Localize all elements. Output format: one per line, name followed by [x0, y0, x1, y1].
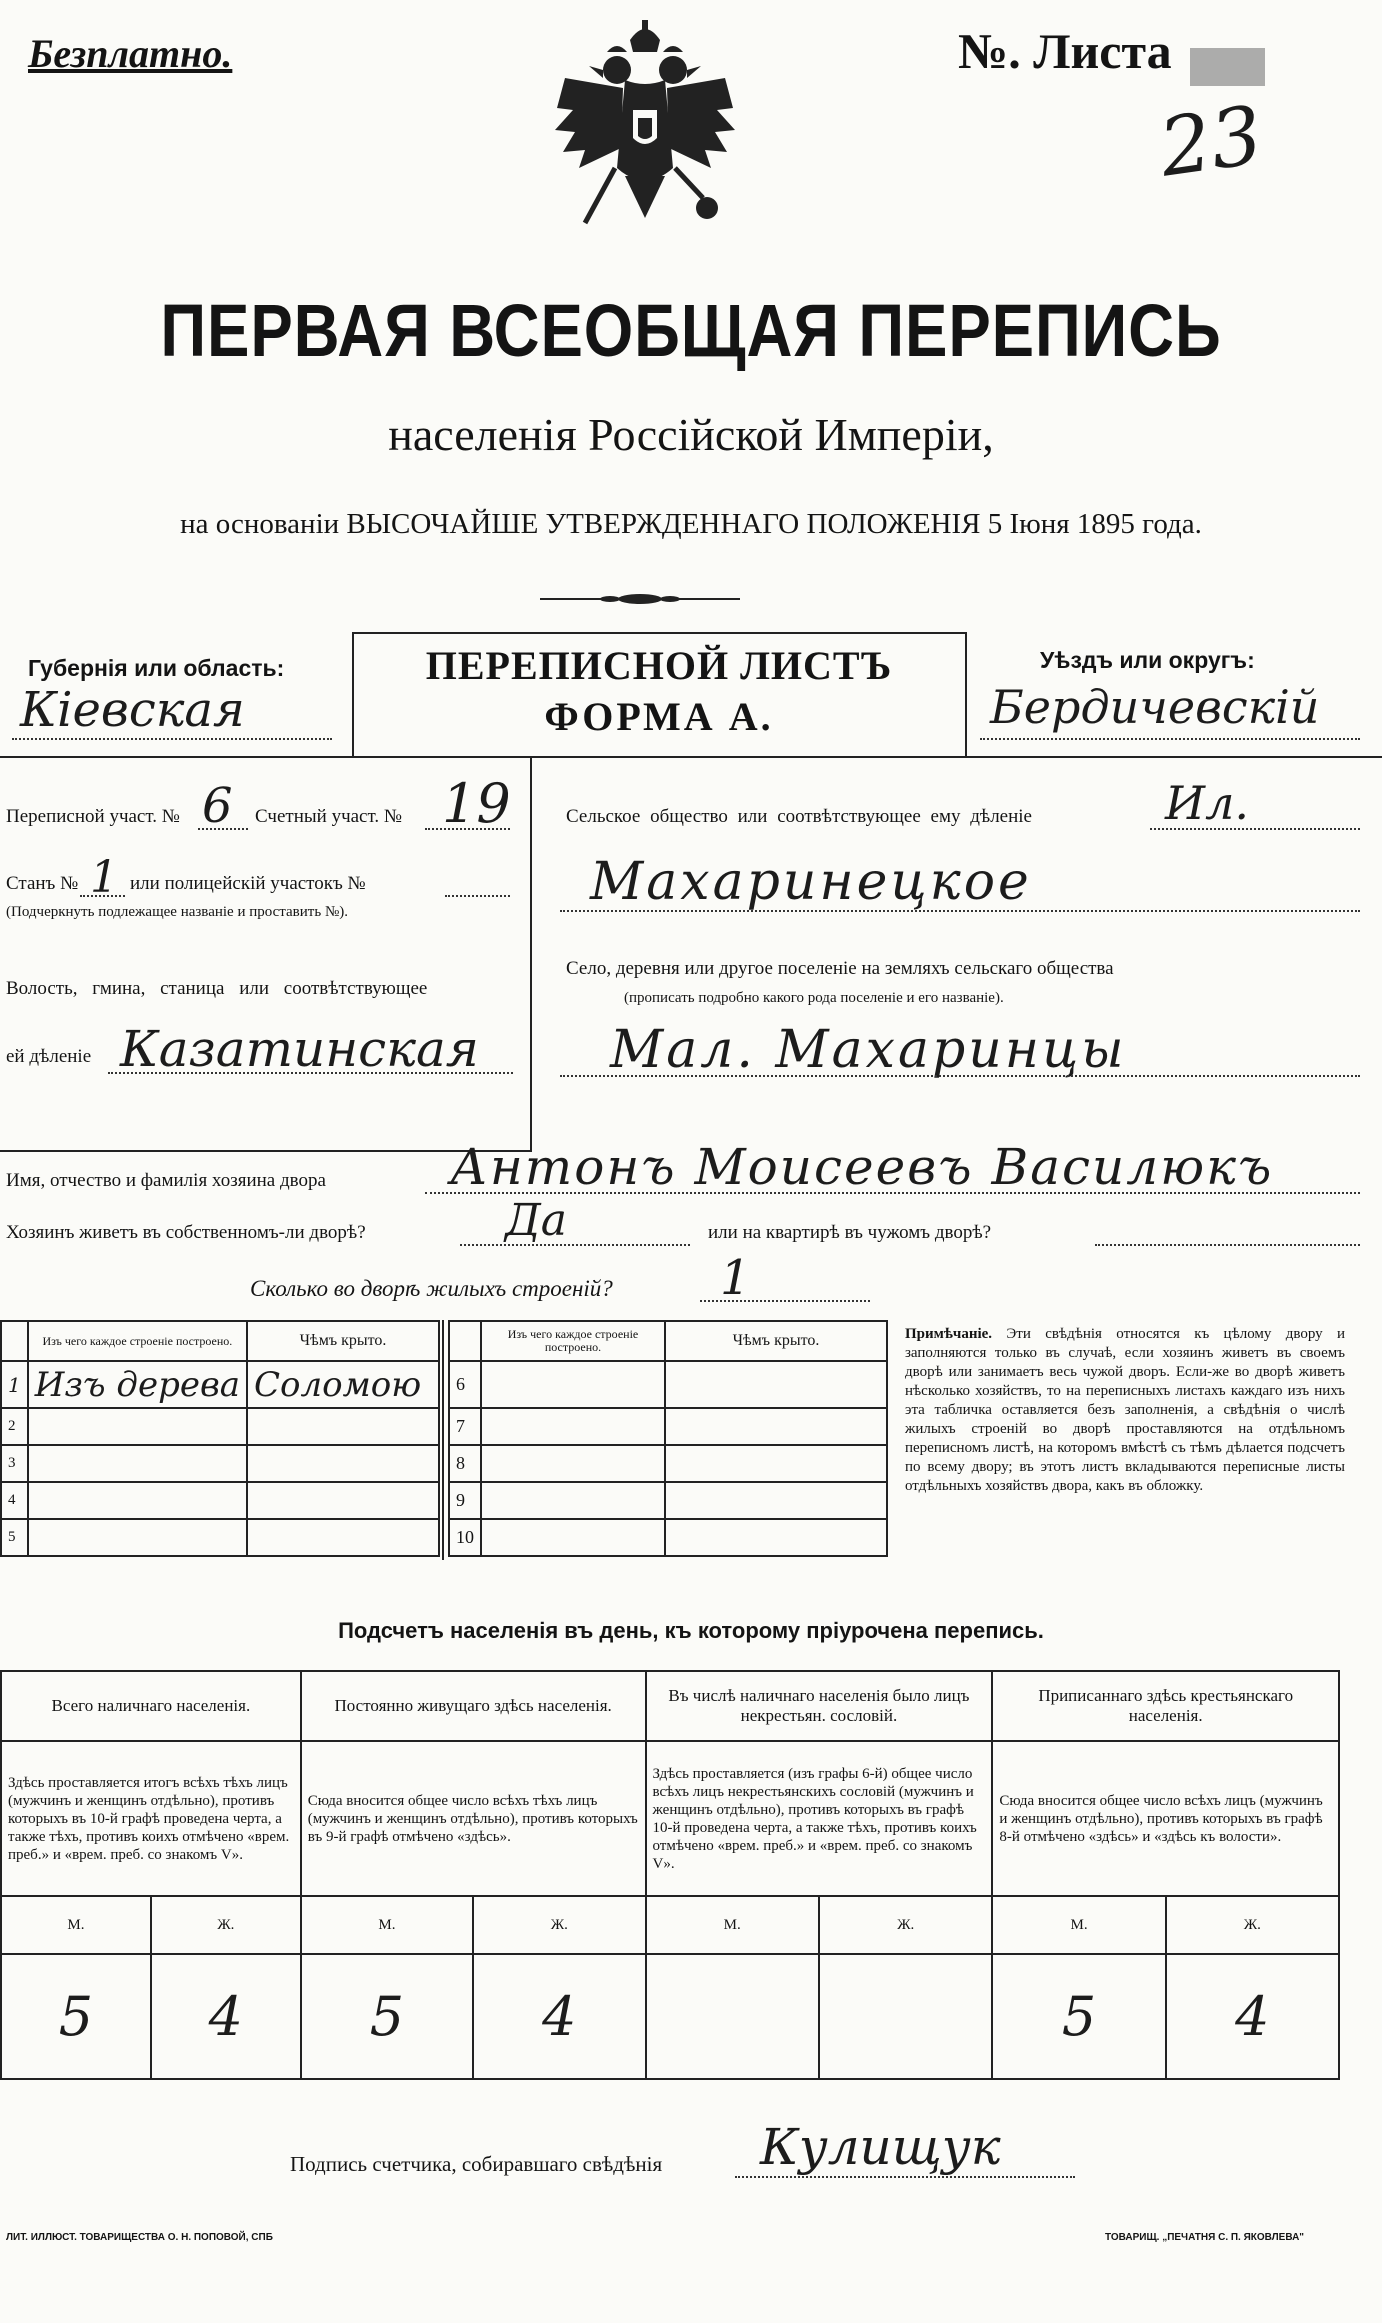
stan-label: Станъ №: [6, 873, 79, 894]
society-label: Сельское общество или соотвѣтствующее ему дѣленіе: [566, 806, 1032, 827]
population-title: Подсчетъ населенія въ день, къ которому пріурочена перепись.: [338, 1618, 1044, 1643]
roof-header: Чѣмъ крыто.: [247, 1321, 439, 1361]
census-section-label: Переписной участ. №: [6, 806, 180, 827]
table-row: 9: [449, 1482, 887, 1519]
m-header: М.: [992, 1896, 1165, 1954]
own-yard-label: Хозяинъ живетъ въ собственномъ-ли дворѣ?: [6, 1222, 366, 1243]
pop-value-m-1: 5: [1, 1954, 151, 2079]
roof-header: Чѣмъ крыто.: [665, 1321, 887, 1361]
material-header: Изъ чего каждое строеніе построено.: [481, 1321, 665, 1361]
society-value-2: Махаринецкое: [590, 852, 1032, 912]
uezd-label: Уѣздъ или округъ:: [1040, 647, 1255, 673]
police-label: или полицейскій участокъ №: [130, 873, 366, 894]
printer-right: ТОВАРИЩ. „ПЕЧАТНЯ С. П. ЯКОВЛЕВА": [1105, 2232, 1305, 2243]
note-block: [905, 1325, 1345, 1496]
own-yard-value: Да: [505, 1195, 568, 1246]
gubernia-label: Губернія или область:: [28, 655, 285, 681]
m-header: М.: [1, 1896, 151, 1954]
village-note: (прописать подробно какого рода поселеніе и его названіе).: [624, 990, 1004, 1006]
village-label: Село, деревня или другое поселеніе на земляхъ сельскаго общества: [566, 958, 1114, 979]
pop-col-header-4: Приписаннаго здѣсь крестьянскаго населенія.: [992, 1671, 1339, 1741]
printer-left: ЛИТ. ИЛЛЮСТ. ТОВАРИЩЕСТВА О. Н. ПОПОВОЙ, СПБ: [6, 2232, 273, 2243]
uezd-value: Бердичевскій: [990, 680, 1320, 734]
pop-col-desc-1: Здѣсь проставляется итогъ всѣхъ тѣхъ лицъ (мужчинъ и женщинъ отдѣльно), противъ которыхъ въ 10-й графѣ проведена черта, а также тѣхъ, противъ коихъ отмѣчено «врем. преб.» и «врем. преб. со знакомъ V».: [1, 1741, 301, 1896]
pop-value-f-1: 4: [151, 1954, 301, 2079]
note-text: Эти свѣдѣнія относятся къ цѣлому двору и заполняются только въ случаѣ, если хозяинъ живетъ въ своемъ дворѣ или занимаетъ весь чужой дворъ. Если-же во дворѣ живетъ нѣсколько хозяйствъ, то на переписныхъ листахъ каждаго изъ нихъ эта табличка оставляется безъ заполненія, а свѣдѣнія о числѣ жилыхъ строеній во дворѣ проставляются на отдѣльномъ переписномъ листѣ, на которомъ вмѣстѣ съ тѣмъ дѣлается подсчетъ по всему двору; въ этотъ листъ вкладываются переписные листы отдѣльныхъ хозяйствъ двора, какъ въ обложку.: [905, 1326, 1346, 1494]
f-header: Ж.: [1166, 1896, 1339, 1954]
m-header: М.: [301, 1896, 473, 1954]
table-row: 2: [1, 1408, 439, 1445]
stan-value: 1: [90, 852, 118, 903]
gubernia-value: Кіевская: [20, 682, 245, 738]
underline-note: (Подчеркнуть подлежащее названіе и проставить №).: [6, 904, 348, 920]
pop-col-header-2: Постоянно живущаго здѣсь населенія.: [301, 1671, 646, 1741]
f-header: Ж.: [819, 1896, 992, 1954]
buildings-label: Сколько во дворѣ жилыхъ строеній?: [250, 1276, 613, 1301]
form-title: ПЕРЕПИСНОЙ ЛИСТЪ: [425, 643, 893, 688]
count-section-value: 19: [442, 772, 511, 835]
pop-col-header-3: Въ числѣ наличнаго населенія было лицъ некрестьян. сословій.: [646, 1671, 993, 1741]
f-header: Ж.: [473, 1896, 645, 1954]
pop-col-desc-2: Сюда вносится общее число всѣхъ тѣхъ лицъ (мужчинъ и женщинъ отдѣльно), противъ которыхъ въ 9-й графѣ отмѣчено «здѣсь».: [301, 1741, 646, 1896]
roof-cell: Соломою: [247, 1361, 439, 1408]
owner-name-label: Имя, отчество и фамилія хозяина двора: [6, 1170, 326, 1191]
table-row: 4: [1, 1482, 439, 1519]
census-section-value: 6: [202, 778, 233, 834]
pop-col-header-1: Всего наличнаго населенія.: [1, 1671, 301, 1741]
table-row: 6: [449, 1361, 887, 1408]
table-row: 7: [449, 1408, 887, 1445]
pop-col-desc-4: Сюда вносится общее число всѣхъ лицъ (мужчинъ и женщинъ отдѣльно), противъ которыхъ въ графѣ 8-й отмѣчено «здѣсь» и «здѣсь къ волости».: [992, 1741, 1339, 1896]
m-header: М.: [646, 1896, 819, 1954]
village-value: Мал. Махаринцы: [610, 1020, 1127, 1080]
buildings-table-left: [0, 1320, 440, 1557]
subtitle: населенія Россійской Имперіи,: [388, 409, 994, 460]
f-header: Ж.: [151, 1896, 301, 1954]
imperial-eagle-emblem: [545, 18, 745, 238]
ornament-divider: [540, 592, 740, 602]
signature-value: Кулищук: [760, 2118, 1001, 2176]
basis-line: на основаніи ВЫСОЧАЙШЕ УТВЕРЖДЕННАГО ПОЛОЖЕНІЯ 5 Іюня 1895 года.: [180, 508, 1202, 540]
society-value-1: Ил.: [1165, 776, 1250, 830]
volost-label: Волость, гмина, станица или соотвѣтствующее: [6, 978, 428, 999]
volost-label-2: ей дѣленіе: [6, 1046, 92, 1067]
material-header: Изъ чего каждое строеніе построено.: [28, 1321, 247, 1361]
pop-value-f-4: 4: [1166, 1954, 1339, 2079]
sheet-number-label: №. Листа: [958, 23, 1172, 79]
num-header: [1, 1321, 28, 1361]
table-row: 3: [1, 1445, 439, 1482]
material-cell: Изъ дерева: [28, 1361, 247, 1408]
table-row: 1 Изъ дерева Соломою: [1, 1361, 439, 1408]
main-title: ПЕРВАЯ ВСЕОБЩАЯ ПЕРЕПИСЬ: [160, 289, 1222, 372]
rent-label: или на квартирѣ въ чужомъ дворѣ?: [708, 1222, 992, 1243]
sheet-number-redaction: [1190, 48, 1265, 86]
count-section-label: Счетный участ. №: [255, 806, 402, 827]
population-table: [0, 1670, 1340, 2080]
pop-value-m-2: 5: [301, 1954, 473, 2079]
pop-value-f-2: 4: [473, 1954, 645, 2079]
table-row: 8: [449, 1445, 887, 1482]
pop-value-f-3: [819, 1954, 992, 2079]
volost-value: Казатинская: [120, 1020, 479, 1078]
note-label: Примѣчаніе.: [905, 1326, 993, 1342]
buildings-value: 1: [720, 1250, 751, 1306]
form-subtitle: ФОРМА А.: [544, 694, 774, 739]
owner-name-value: Антонъ Моисеевъ Василюкъ: [450, 1138, 1274, 1196]
signature-label: Подпись счетчика, собиравшаго свѣдѣнія: [290, 2152, 663, 2176]
table-row: 10: [449, 1519, 887, 1556]
pop-value-m-4: 5: [992, 1954, 1165, 2079]
pop-value-m-3: [646, 1954, 819, 2079]
free-label: Безплатно.: [28, 31, 233, 76]
table-row: 5: [1, 1519, 439, 1556]
buildings-table-right: [448, 1320, 888, 1557]
sheet-number-handwritten: 23: [1154, 88, 1268, 195]
pop-col-desc-3: Здѣсь проставляется (изъ графы 6-й) общее число всѣхъ лицъ некрестьянскихъ сословій (мужчинъ и женщинъ отдѣльно), противъ которыхъ въ графѣ 10-й проведена черта, а также тѣхъ, противъ коихъ отмѣчено «врем. преб.» и «врем. преб. со знакомъ V».: [646, 1741, 993, 1896]
